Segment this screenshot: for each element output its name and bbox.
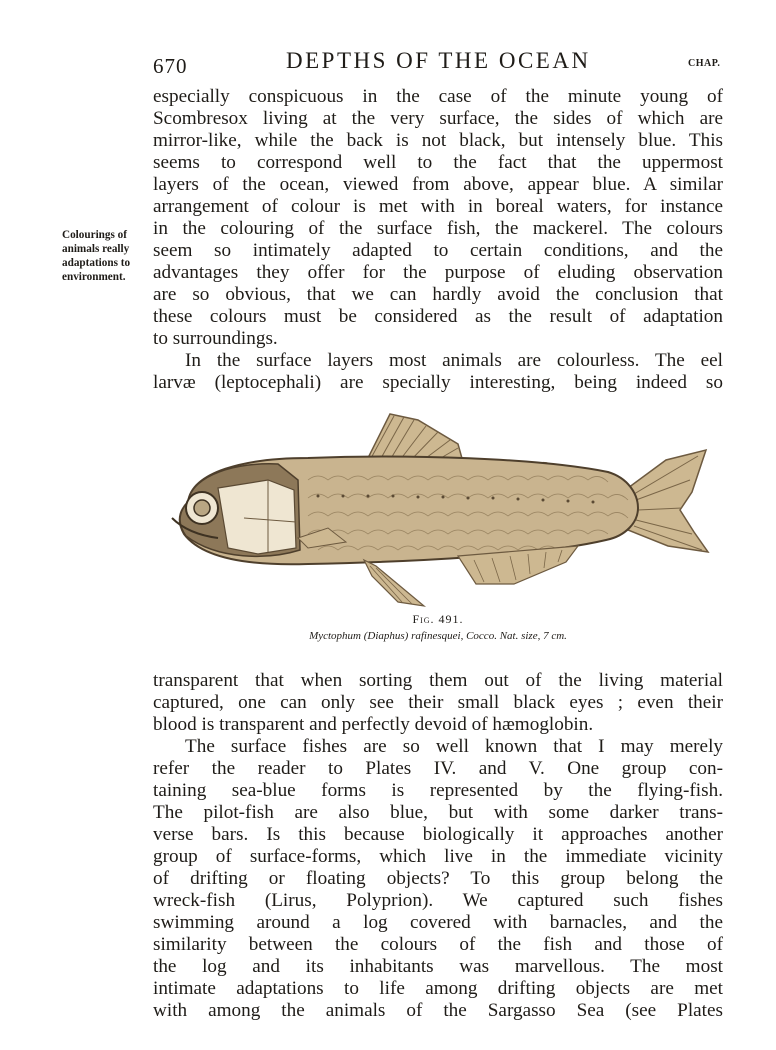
text-line: these colours must be considered as the result of adaptation	[153, 306, 723, 327]
text-line: The surface fishes are so well known that I may merely	[185, 736, 723, 757]
text-line: with among the animals of the Sargasso Sea (see Plates	[153, 1000, 723, 1021]
text-line: especially conspicuous in the case of the minute young of	[153, 86, 723, 107]
text-line: refer the reader to Plates IV. and V. One group con-	[153, 758, 723, 779]
page-header	[0, 46, 776, 80]
figure-caption: Myctophum (Diaphus) rafinesquei, Cocco. Nat. size, 7 cm.	[309, 630, 567, 642]
text-line: In the surface layers most animals are colourless. The eel	[185, 350, 723, 371]
page-number: 670	[153, 54, 188, 78]
text-line: in the colouring of the surface fish, the mackerel. The colours	[153, 218, 723, 239]
chapter-label: CHAP.	[688, 58, 721, 69]
text-line: swimming around a log covered with barnacles, and the	[153, 912, 723, 933]
text-line: The pilot-fish are also blue, but with some darker trans-	[153, 802, 723, 823]
fish-illustration	[158, 410, 714, 610]
figure-label: Fig. 491.	[412, 612, 464, 626]
text-line: group of surface-forms, which live in the immediate vicinity	[153, 846, 723, 867]
margin-note	[62, 228, 146, 284]
text-line: arrangement of colour is met with in boreal waters, for instance	[153, 196, 723, 217]
text-line: mirror-like, while the back is not black, but intensely blue. This	[153, 130, 723, 151]
text-line: Scombresox living at the very surface, the sides of which are	[153, 108, 723, 129]
text-line: intimate adaptations to life among drifting objects are met	[153, 978, 723, 999]
text-line: verse bars. Is this because biologically it approaches another	[153, 824, 723, 845]
text-line: wreck-fish (Lirus, Polyprion). We captured such fishes	[153, 890, 723, 911]
margin-note-line: animals really	[62, 243, 130, 255]
text-line: taining sea-blue forms is represented by the flying-fish.	[153, 780, 723, 801]
text-line: larvæ (leptocephali) are specially interesting, being indeed so	[153, 372, 723, 393]
text-line: similarity between the colours of the fish and those of	[153, 934, 723, 955]
text-line: of drifting or floating objects? To this group belong the	[153, 868, 723, 889]
text-line: advantages they offer for the purpose of eluding observation	[153, 262, 723, 283]
text-line: layers of the ocean, viewed from above, appear blue. A similar	[153, 174, 723, 195]
margin-note-line: adaptations to	[62, 257, 131, 269]
margin-note-line: Colourings of	[62, 229, 127, 241]
running-title: DEPTHS OF THE OCEAN	[286, 48, 591, 73]
text-line: the log and its inhabitants was marvellous. The most	[153, 956, 723, 977]
text-line: to surroundings.	[153, 328, 278, 349]
text-line: seem so intimately adapted to certain conditions, and the	[153, 240, 723, 261]
text-line: are so obvious, that we can hardly avoid the conclusion that	[153, 284, 723, 305]
text-line: captured, one can only see their small black eyes ; even their	[153, 692, 723, 713]
bottom-paragraphs	[153, 670, 723, 1022]
text-line: transparent that when sorting them out of the living material	[153, 670, 723, 691]
text-line: seems to correspond well to the fact that the uppermost	[153, 152, 723, 173]
margin-note-line: environment.	[62, 271, 126, 283]
top-paragraphs	[153, 86, 723, 394]
text-line: blood is transparent and perfectly devoid of hæmoglobin.	[153, 714, 594, 735]
